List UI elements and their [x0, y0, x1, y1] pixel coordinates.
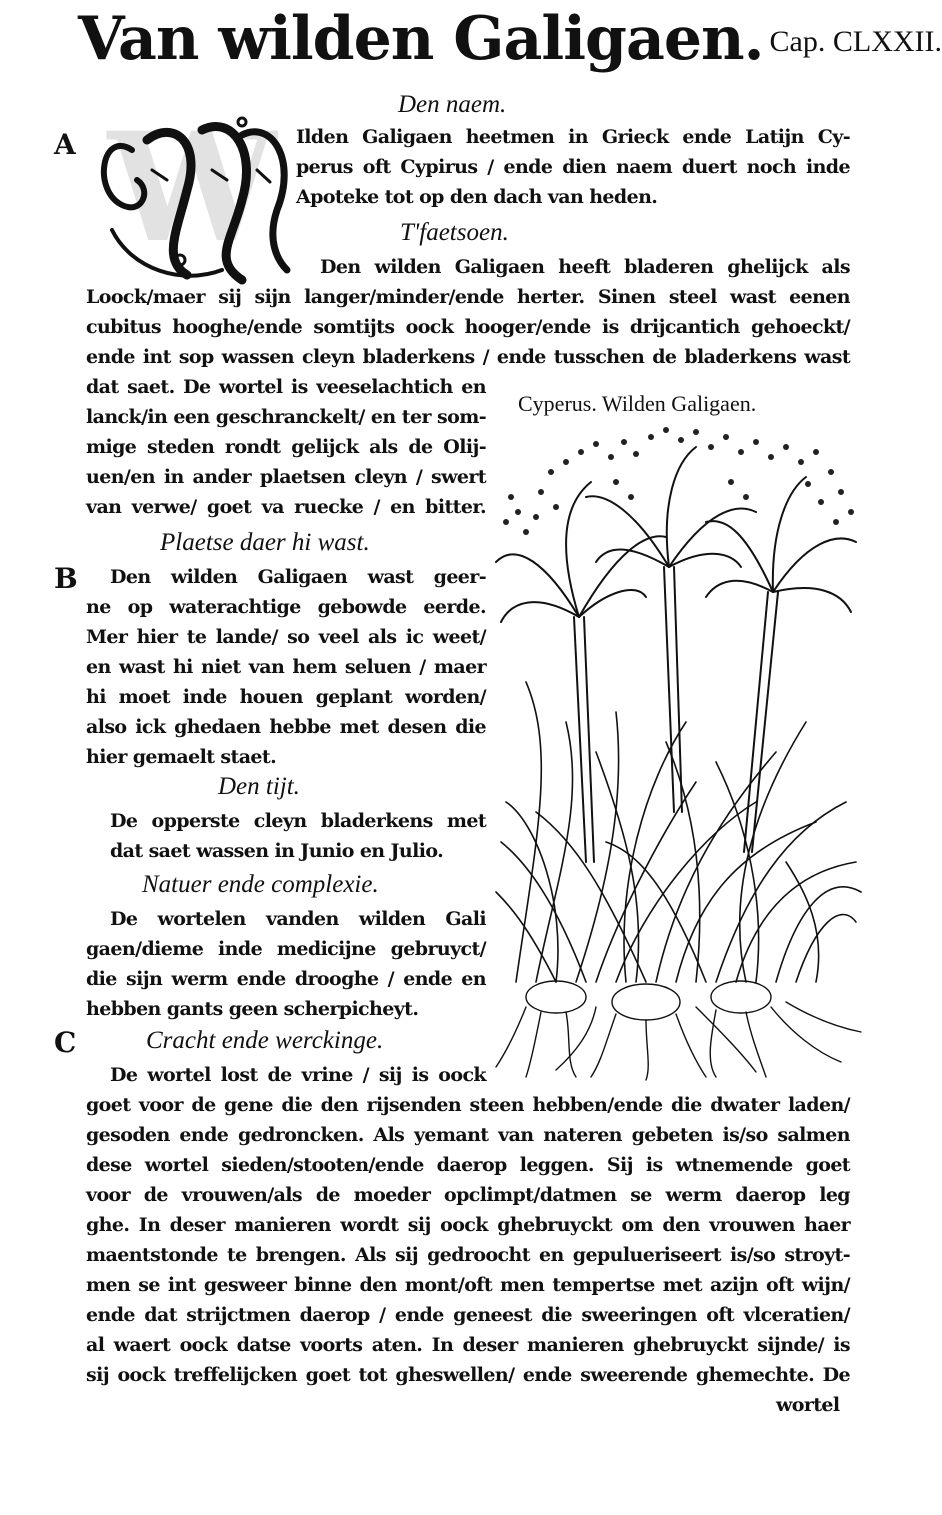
margin-letter-c: C: [54, 1026, 77, 1059]
heading-cracht: Cracht ende werckinge.: [146, 1027, 384, 1054]
text-line: dat saet. De wortel is veeselachtich en: [86, 376, 486, 398]
text-line: goet voor de gene die den rijsenden steen hebben/ende die dwater laden/: [86, 1094, 850, 1116]
heading-natuer: Natuer ende complexie.: [142, 871, 379, 898]
text-line: hebben gants geen scherpicheyt.: [86, 998, 419, 1020]
margin-letter-a: A: [54, 128, 76, 161]
text-line: uen/en in ander plaetsen cleyn / swert: [86, 466, 486, 488]
text-line: hi moet inde houen geplant worden/: [86, 686, 486, 708]
catchword: wortel: [776, 1394, 840, 1416]
text-line: gesoden ende gedroncken. Als yemant van nateren gebeten is/so salmen: [86, 1124, 850, 1146]
text-line: dese wortel sieden/stooten/ende daerop leggen. Sij is wtnemende goet: [86, 1154, 850, 1176]
title-main: Van wilden Galigaen.: [78, 4, 764, 74]
heading-faetsoen: T'faetsoen.: [400, 219, 509, 246]
initial-letter: W: [107, 100, 277, 276]
margin-letter-b: B: [54, 562, 78, 595]
text-line: ende dat strijctmen daerop / ende geneest die sweeringen oft vlceratien/: [86, 1304, 850, 1326]
text-line: ende int sop wassen cleyn bladerkens / ende tusschen de bladerkens wast: [86, 346, 850, 368]
initial-letter-w-ornament: [92, 100, 292, 290]
decorated-initial: [92, 100, 292, 290]
text-line: Mer hier te lande/ so veel als ic weet/: [86, 626, 486, 648]
text-line: perus oft Cypirus / ende dien naem duert noch inde: [296, 156, 850, 178]
text-line: Ilden Galigaen heetmen in Grieck ende Latijn Cy-: [296, 126, 850, 148]
text-line: also ick ghedaen hebbe met desen die: [86, 716, 486, 738]
text-line: cubitus hooghe/ende somtijts oock hooger/ende is drijcantich gehoeckt/: [86, 316, 850, 338]
text-line: van verwe/ goet va ruecke / en bitter.: [86, 496, 486, 518]
text-line: al waert oock datse voorts aten. In deser manieren ghebruyckt sijnde/ is: [86, 1334, 850, 1356]
text-line: gaen/dieme inde medicijne gebruyct/: [86, 938, 486, 960]
heading-naem: Den naem.: [398, 91, 507, 118]
text-line: die sijn werm ende drooghe / ende en: [86, 968, 486, 990]
text-line: Den wilden Galigaen wast geer-: [110, 566, 486, 588]
text-line: De wortelen vanden wilden Gali: [110, 908, 486, 930]
text-line: dat saet wassen in Junio en Julio.: [110, 840, 444, 862]
chapter-title: [78, 4, 942, 74]
text-line: Loock/maer sij sijn langer/minder/ende herter. Sinen steel wast eenen: [86, 286, 850, 308]
text-line: De opperste cleyn bladerkens met: [110, 810, 486, 832]
heading-plaetse: Plaetse daer hi wast.: [160, 529, 370, 556]
text-line: ghe. In deser manieren wordt sij oock ghebruyckt om den vrouwen haer: [86, 1214, 850, 1236]
text-line: voor de vrouwen/als de moeder opclimpt/datmen se werm daerop leg: [86, 1184, 850, 1206]
text-line: lanck/in een geschranckelt/ en ter som-: [86, 406, 486, 428]
text-line: mige steden rondt gelijck als de Olij-: [86, 436, 486, 458]
text-line: sij oock treffelijcken goet tot gheswellen/ ende sweerende ghemechte. De: [86, 1364, 850, 1386]
text-line: De wortel lost de vrine / sij is oock: [110, 1064, 486, 1086]
text-line: ne op waterachtige gebowde eerde.: [86, 596, 486, 618]
figure-caption: Cyperus. Wilden Galigaen.: [518, 391, 757, 416]
text-line: Den wilden Galigaen heeft bladeren ghelijck als: [320, 256, 850, 278]
text-line: maentstonde te brengen. Als sij gedroocht en gepulueriseert is/so stroyt-: [86, 1244, 850, 1266]
cyperus-woodcut-illustration: [496, 422, 866, 1082]
text-line: en wast hi niet van hem seluen / maer: [86, 656, 486, 678]
chapter-number: Cap. CLXXII.: [769, 25, 942, 58]
text-line: Apoteke tot op den dach van heden.: [296, 186, 658, 208]
text-line: hier gemaelt staet.: [86, 746, 277, 768]
plant-woodcut-figure: [496, 422, 866, 1082]
text-line: men se int gesweer binne den mont/oft men tempertse met azijn oft wijn/: [86, 1274, 850, 1296]
heading-tijt: Den tijt.: [218, 773, 300, 800]
